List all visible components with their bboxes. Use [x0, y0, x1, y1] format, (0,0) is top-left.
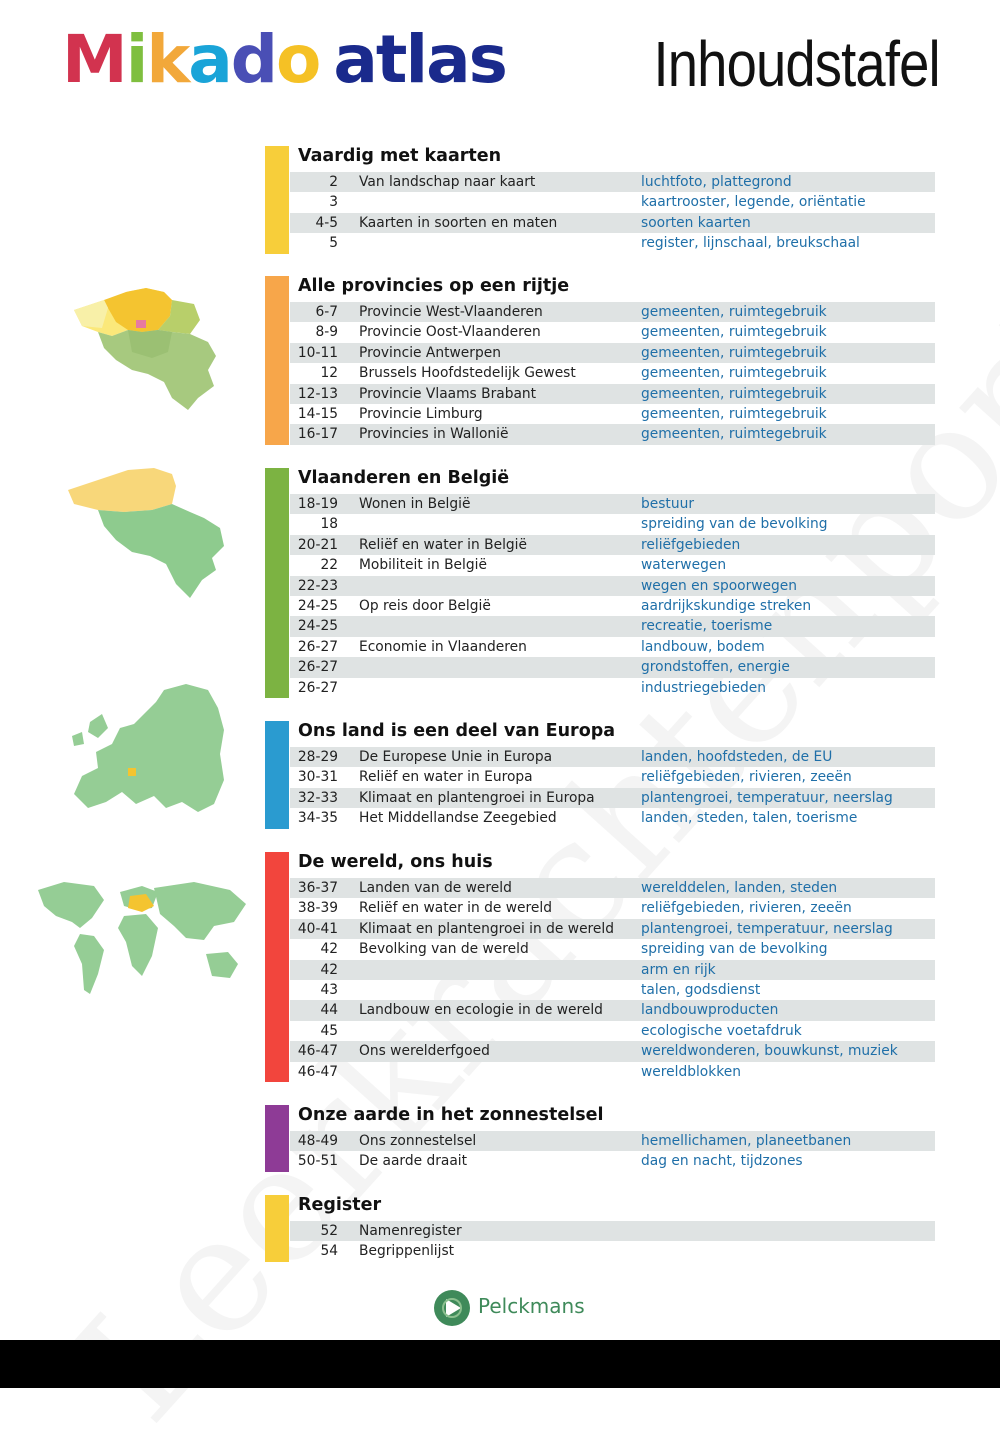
page-number: 16-17 — [297, 426, 338, 443]
belgium-map-icon — [64, 466, 230, 600]
keywords-label: gemeenten, ruimtegebruik — [641, 344, 827, 361]
topic-label: Provincies in Wallonië — [359, 426, 509, 443]
toc-row[interactable] — [290, 616, 935, 636]
topic-label: Mobiliteit in België — [359, 557, 487, 574]
keywords-label: hemellichamen, planeetbanen — [641, 1133, 852, 1149]
keywords-label: gemeenten, ruimtegebruik — [641, 324, 827, 341]
topic-label: Provincie Limburg — [359, 405, 483, 422]
topic-label: Provincie Vlaams Brabant — [359, 385, 537, 402]
page-number: 36-37 — [297, 880, 338, 896]
toc-row[interactable] — [290, 596, 935, 616]
page-number: 34-35 — [297, 810, 338, 827]
toc-row[interactable] — [290, 213, 935, 233]
toc-row[interactable] — [290, 514, 935, 534]
toc-row[interactable] — [290, 384, 935, 404]
page-number: 45 — [320, 1022, 338, 1039]
page-number: 24-25 — [297, 618, 338, 635]
section-color-bar — [265, 852, 289, 1082]
toc-row[interactable] — [290, 678, 935, 698]
keywords-label: talen, godsdienst — [641, 981, 761, 998]
section-title: Vaardig met kaarten — [298, 146, 502, 166]
keywords-label: recreatie, toerisme — [641, 618, 773, 635]
topic-label: Kaarten in soorten en maten — [359, 214, 558, 231]
page-number: 18-19 — [297, 496, 338, 512]
keywords-label: spreiding van de bevolking — [641, 516, 828, 533]
section-rows — [290, 494, 935, 698]
toc-row[interactable] — [290, 1021, 935, 1041]
toc-row[interactable] — [290, 1151, 935, 1171]
keywords-label: gemeenten, ruimtegebruik — [641, 385, 827, 402]
toc-row[interactable] — [290, 192, 935, 212]
topic-label: De Europese Unie in Europa — [359, 749, 553, 765]
topic-label: Provincie Oost-Vlaanderen — [359, 324, 541, 341]
topic-label: Ons werelderfgoed — [359, 1043, 490, 1060]
page-number: 52 — [320, 1223, 338, 1239]
keywords-label: landbouwproducten — [641, 1002, 779, 1019]
topic-label: Begrippenlijst — [359, 1243, 455, 1260]
page-number: 54 — [320, 1243, 338, 1260]
toc-row[interactable] — [290, 808, 935, 828]
topic-label: Op reis door België — [359, 597, 491, 614]
world-map-icon — [34, 878, 256, 1004]
section-rows — [290, 1221, 935, 1262]
pelckmans-logo-icon — [432, 1288, 472, 1328]
keywords-label: wereldblokken — [641, 1063, 741, 1080]
page-number: 5 — [329, 235, 338, 252]
toc-row[interactable] — [290, 878, 935, 898]
header — [0, 0, 1000, 120]
page-number: 22-23 — [297, 577, 338, 594]
page-number: 43 — [320, 981, 338, 998]
keywords-label: ecologische voetafdruk — [641, 1022, 802, 1039]
section-rows — [290, 747, 935, 829]
keywords-label: wegen en spoorwegen — [641, 577, 798, 594]
page-number: 8-9 — [315, 324, 338, 341]
europe-map-icon — [68, 684, 224, 818]
page-number: 44 — [320, 1002, 338, 1019]
page-number: 10-11 — [297, 344, 338, 361]
topic-label: Van landschap naar kaart — [359, 174, 536, 190]
toc-row[interactable] — [290, 555, 935, 575]
page-number: 20-21 — [297, 536, 338, 553]
page-number: 18 — [320, 516, 338, 533]
topic-label: Economie in Vlaanderen — [359, 638, 527, 655]
toc-row[interactable] — [290, 767, 935, 787]
page-number: 12 — [320, 365, 338, 382]
section-title: De wereld, ons huis — [298, 852, 493, 872]
toc-row[interactable] — [290, 1062, 935, 1082]
page-number: 12-13 — [297, 385, 338, 402]
topic-label: Reliëf en water in Europa — [359, 769, 533, 786]
page-number: 32-33 — [297, 789, 338, 806]
keywords-label: waterwegen — [641, 557, 727, 574]
toc-row[interactable] — [290, 898, 935, 918]
page-number: 50-51 — [297, 1153, 338, 1170]
topic-label: Reliëf en water in de wereld — [359, 900, 552, 917]
topic-label: Bevolking van de wereld — [359, 941, 529, 958]
toc-row[interactable] — [290, 343, 935, 363]
section-color-bar — [265, 276, 289, 445]
page-number: 42 — [320, 941, 338, 958]
toc-row[interactable] — [290, 535, 935, 555]
keywords-label: reliëfgebieden, rivieren, zeeën — [641, 900, 852, 917]
brand-letter: d — [230, 21, 277, 98]
toc-row[interactable] — [290, 1041, 935, 1061]
keywords-label: landen, hoofdsteden, de EU — [641, 749, 833, 765]
brand-logo — [62, 20, 506, 100]
keywords-label: register, lijnschaal, breukschaal — [641, 235, 860, 252]
keywords-label: bestuur — [641, 496, 695, 512]
section-title: Onze aarde in het zonnestelsel — [298, 1105, 604, 1125]
brand-letter: k — [146, 21, 189, 98]
page-number: 30-31 — [297, 769, 338, 786]
toc-row[interactable] — [290, 404, 935, 424]
topic-label: Ons zonnestelsel — [359, 1133, 477, 1149]
toc-row[interactable] — [290, 919, 935, 939]
page-number: 6-7 — [315, 304, 338, 320]
topic-label: Klimaat en plantengroei in de wereld — [359, 920, 614, 937]
keywords-label: aardrijkskundige streken — [641, 597, 812, 614]
page-number: 28-29 — [297, 749, 338, 765]
topic-label: Brussels Hoofdstedelijk Gewest — [359, 365, 576, 382]
keywords-label: plantengroei, temperatuur, neerslag — [641, 920, 893, 937]
page-title: Inhoudstafel — [653, 28, 940, 100]
page-number: 40-41 — [297, 920, 338, 937]
topic-label: Provincie Antwerpen — [359, 344, 501, 361]
toc-row[interactable] — [290, 1241, 935, 1261]
toc-row[interactable] — [290, 1131, 935, 1151]
page-number: 14-15 — [297, 405, 338, 422]
toc-row[interactable] — [290, 939, 935, 959]
section-rows — [290, 878, 935, 1082]
keywords-label: kaartrooster, legende, oriëntatie — [641, 194, 866, 211]
topic-label: Reliëf en water in België — [359, 536, 527, 553]
toc-row[interactable] — [290, 1221, 935, 1241]
toc-row[interactable] — [290, 1000, 935, 1020]
page-number: 26-27 — [297, 638, 338, 655]
keywords-label: spreiding van de bevolking — [641, 941, 828, 958]
section-title: Alle provincies op een rijtje — [298, 276, 570, 296]
brand-letter: M — [62, 21, 126, 98]
section-title: Ons land is een deel van Europa — [298, 721, 616, 741]
keywords-label: luchtfoto, plattegrond — [641, 174, 792, 190]
toc-row[interactable] — [290, 960, 935, 980]
section-color-bar — [265, 721, 289, 829]
topic-label: Klimaat en plantengroei in Europa — [359, 789, 595, 806]
topic-label: Wonen in België — [359, 496, 471, 512]
toc-row[interactable] — [290, 747, 935, 767]
page-number: 24-25 — [297, 597, 338, 614]
toc-row[interactable] — [290, 494, 935, 514]
keywords-label: landbouw, bodem — [641, 638, 765, 655]
toc-row[interactable] — [290, 424, 935, 444]
keywords-label: grondstoffen, energie — [641, 659, 790, 676]
toc-row[interactable] — [290, 980, 935, 1000]
page-number: 38-39 — [297, 900, 338, 917]
page-number: 22 — [320, 557, 338, 574]
toc-row[interactable] — [290, 657, 935, 677]
keywords-label: landen, steden, talen, toerisme — [641, 810, 858, 827]
brand-word-1 — [62, 20, 319, 100]
toc-row[interactable] — [290, 788, 935, 808]
section-rows — [290, 302, 935, 445]
page-number: 2 — [329, 174, 338, 190]
section-title: Vlaanderen en België — [298, 468, 510, 488]
publisher-name: Pelckmans — [478, 1294, 585, 1318]
brand-letter: o — [276, 21, 320, 98]
toc-row[interactable] — [290, 302, 935, 322]
keywords-label: gemeenten, ruimtegebruik — [641, 365, 827, 382]
keywords-label: wereldwonderen, bouwkunst, muziek — [641, 1043, 898, 1060]
page-number: 3 — [329, 194, 338, 211]
topic-label: Landbouw en ecologie in de wereld — [359, 1002, 603, 1019]
section-rows — [290, 172, 935, 254]
keywords-label: gemeenten, ruimtegebruik — [641, 405, 827, 422]
keywords-label: reliëfgebieden — [641, 536, 741, 553]
brand-word-2: atlas — [333, 21, 506, 98]
section-color-bar — [265, 146, 289, 254]
footer-bar — [0, 1340, 1000, 1388]
section-color-bar — [265, 1105, 289, 1172]
keywords-label: gemeenten, ruimtegebruik — [641, 304, 827, 320]
section-color-bar — [265, 1195, 289, 1262]
section-title: Register — [298, 1195, 382, 1215]
section-color-bar — [265, 468, 289, 698]
toc-row[interactable] — [290, 576, 935, 596]
page-number: 46-47 — [297, 1043, 338, 1060]
toc-row[interactable] — [290, 637, 935, 657]
toc-row[interactable] — [290, 172, 935, 192]
keywords-label: reliëfgebieden, rivieren, zeeën — [641, 769, 852, 786]
page-number: 48-49 — [297, 1133, 338, 1149]
page-number: 4-5 — [315, 214, 338, 231]
keywords-label: arm en rijk — [641, 961, 716, 978]
page-number: 26-27 — [297, 659, 338, 676]
belgium-provinces-map-icon — [68, 286, 228, 411]
keywords-label: gemeenten, ruimtegebruik — [641, 426, 827, 443]
brand-letter: a — [188, 21, 231, 98]
toc-row[interactable] — [290, 322, 935, 342]
page-number: 42 — [320, 961, 338, 978]
keywords-label: werelddelen, landen, steden — [641, 880, 838, 896]
page-number: 26-27 — [297, 679, 338, 696]
topic-label: Het Middellandse Zeegebied — [359, 810, 557, 827]
toc-row[interactable] — [290, 363, 935, 383]
topic-label: Namenregister — [359, 1223, 462, 1239]
page-number: 46-47 — [297, 1063, 338, 1080]
brand-letter: i — [125, 21, 147, 98]
keywords-label: soorten kaarten — [641, 214, 751, 231]
keywords-label: industriegebieden — [641, 679, 766, 696]
topic-label: De aarde draait — [359, 1153, 468, 1170]
toc-row[interactable] — [290, 233, 935, 253]
topic-label: Landen van de wereld — [359, 880, 512, 896]
keywords-label: plantengroei, temperatuur, neerslag — [641, 789, 893, 806]
topic-label: Provincie West-Vlaanderen — [359, 304, 543, 320]
keywords-label: dag en nacht, tijdzones — [641, 1153, 803, 1170]
section-rows — [290, 1131, 935, 1172]
